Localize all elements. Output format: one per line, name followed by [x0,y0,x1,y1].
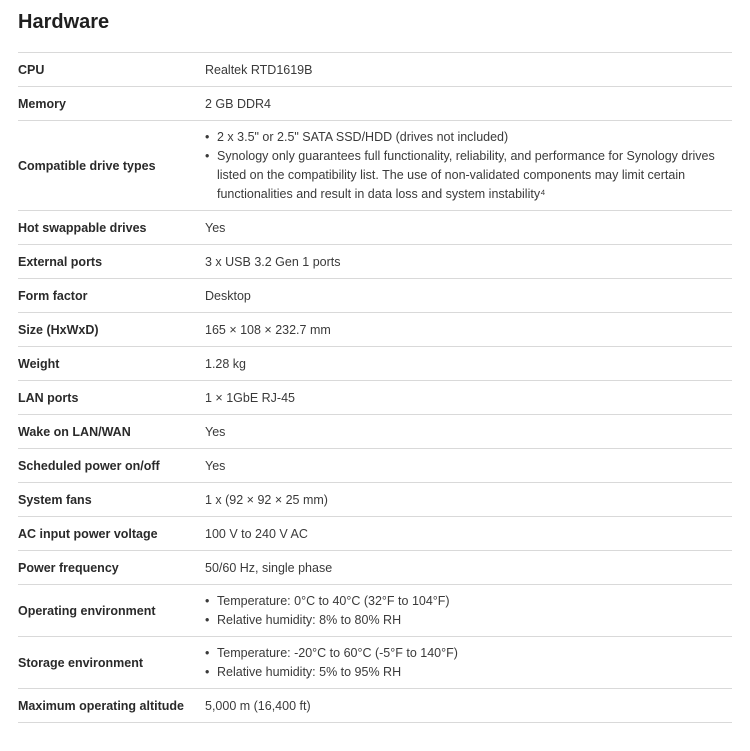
spec-row-form-factor [18,279,732,313]
spec-table [18,52,732,723]
spec-label: Hot swappable drives [18,220,147,235]
bullet-list [205,128,732,204]
spec-row-cpu [18,53,732,87]
bullet-list [205,644,732,682]
spec-label: Memory [18,96,66,111]
spec-value: 5,000 m (16,400 ft) [205,698,311,713]
spec-value: 100 V to 240 V AC [205,526,308,541]
spec-value [205,128,732,204]
spec-value: 3 x USB 3.2 Gen 1 ports [205,254,341,269]
spec-row-size [18,313,732,347]
spec-row-compatible-drive-types [18,121,732,211]
spec-value: Desktop [205,288,251,303]
spec-value: Yes [205,424,226,439]
spec-value: Yes [205,220,226,235]
spec-label: Maximum operating altitude [18,698,184,713]
spec-label: Wake on LAN/WAN [18,424,131,439]
bullet-item: • 2 x 3.5" or 2.5" SATA SSD/HDD (drives not included) [205,128,732,147]
spec-label: External ports [18,254,103,269]
bullet-item: • Temperature: 0°C to 40°C (32°F to 104°F) [205,592,732,611]
bullet-list [205,592,732,630]
spec-label: System fans [18,492,92,507]
spec-value: 1.28 kg [205,356,247,371]
bullet-item: • Relative humidity: 8% to 80% RH [205,611,732,630]
spec-label: AC input power voltage [18,526,158,541]
spec-row-max-operating-altitude [18,689,732,723]
spec-label: Power frequency [18,560,119,575]
spec-label: Scheduled power on/off [18,458,160,473]
spec-label: LAN ports [18,390,79,405]
spec-value: Realtek RTD1619B [205,62,313,77]
spec-label: Form factor [18,288,88,303]
spec-value [205,592,732,630]
spec-row-power-frequency [18,551,732,585]
spec-label: Storage environment [18,655,144,670]
spec-row-wake-on-lan [18,415,732,449]
bullet-item: • Synology only guarantees full functionality, reliability, and performance for Synology drives listed on the compatibility list. The use of non-validated components may limit certain functionalities and result in data loss and system instability⁴ [205,147,732,204]
spec-label: Weight [18,356,60,371]
spec-value: 50/60 Hz, single phase [205,560,333,575]
spec-row-weight [18,347,732,381]
spec-row-ac-input-voltage [18,517,732,551]
spec-value: 1 × 1GbE RJ-45 [205,390,295,405]
spec-row-scheduled-power [18,449,732,483]
spec-value: 2 GB DDR4 [205,96,271,111]
spec-label: Operating environment [18,603,156,618]
bullet-item: • Relative humidity: 5% to 95% RH [205,663,732,682]
spec-value: Yes [205,458,226,473]
spec-label: Compatible drive types [18,158,156,173]
spec-label: CPU [18,62,45,77]
spec-row-external-ports [18,245,732,279]
spec-row-operating-environment [18,585,732,637]
spec-value [205,644,732,682]
spec-row-hot-swappable-drives [18,211,732,245]
spec-value: 165 × 108 × 232.7 mm [205,322,331,337]
section-title: Hardware [18,11,110,33]
bullet-item: • Temperature: -20°C to 60°C (-5°F to 140°F) [205,644,732,663]
spec-value: 1 x (92 × 92 × 25 mm) [205,492,328,507]
spec-label: Size (HxWxD) [18,322,99,337]
spec-row-lan-ports [18,381,732,415]
spec-row-system-fans [18,483,732,517]
spec-row-memory [18,87,732,121]
spec-row-storage-environment [18,637,732,689]
